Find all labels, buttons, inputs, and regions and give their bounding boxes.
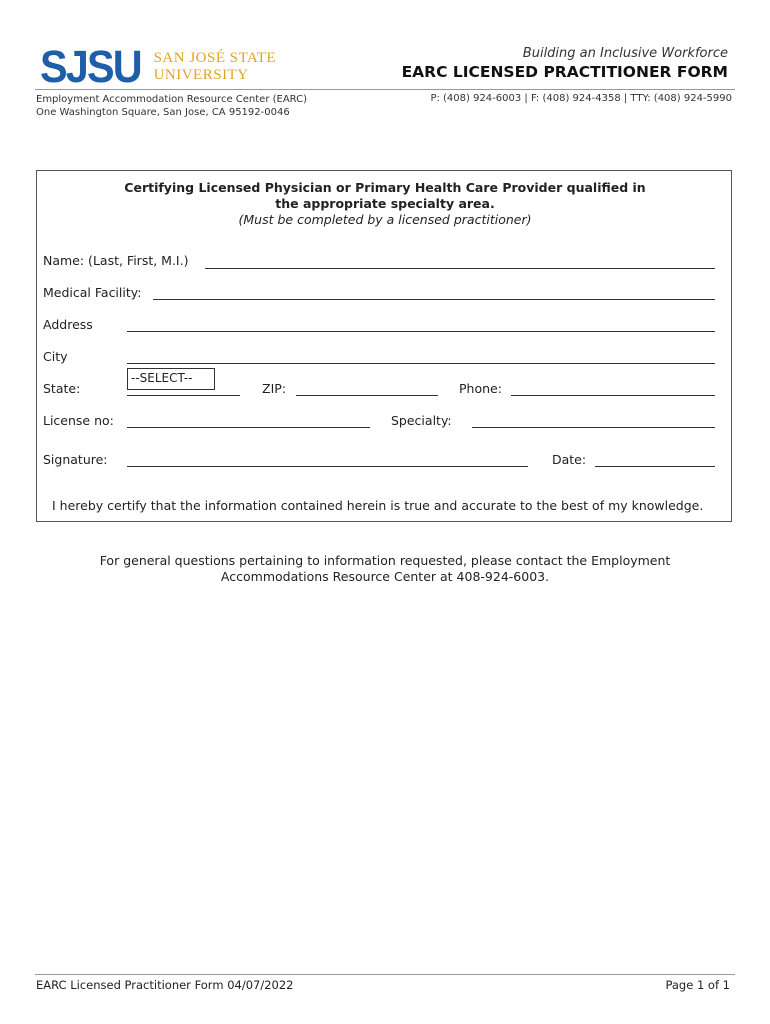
phone-field[interactable]: [511, 395, 715, 396]
general-note-line-1: For general questions pertaining to information requested, please contact the Employment: [99, 553, 671, 568]
form-heading-line-2: the appropriate specialty area.: [275, 196, 495, 211]
date-label: Date:: [552, 452, 587, 467]
general-note-line-2: Accommodations Resource Center at 408-924-6003.: [220, 569, 550, 584]
form-title: EARC LICENSED PRACTITIONER FORM: [401, 63, 728, 81]
logo-mark: SJSU: [40, 41, 141, 92]
footer-form-id: EARC Licensed Practitioner Form 04/07/2022: [36, 978, 294, 992]
signature-label: Signature:: [43, 452, 108, 467]
page-number: Page 1 of 1: [665, 978, 730, 992]
phone-label: Phone:: [459, 381, 502, 396]
state-label: State:: [43, 381, 81, 396]
header-divider: [35, 89, 735, 90]
address-label: Address: [43, 317, 93, 332]
address-line-1: Employment Accommodation Resource Center (EARC): [36, 94, 308, 105]
contact-numbers: P: (408) 924-6003 | F: (408) 924-4358 | TTY: (408) 924-5990: [430, 93, 732, 104]
city-label: City: [43, 349, 68, 364]
name-label: Name: (Last, First, M.I.): [43, 253, 189, 268]
zip-label: ZIP:: [262, 381, 286, 396]
tagline: Building an Inclusive Workforce: [522, 46, 728, 61]
name-field[interactable]: [205, 268, 715, 269]
logo-line-1: SAN JOSÉ STATE: [153, 49, 277, 66]
zip-field[interactable]: [296, 395, 438, 396]
medical-facility-field[interactable]: [153, 299, 715, 300]
city-field[interactable]: [127, 363, 715, 364]
state-select[interactable]: --SELECT--: [127, 368, 215, 390]
specialty-label: Specialty:: [391, 413, 452, 428]
general-questions-note: [0, 553, 770, 585]
office-address: [36, 93, 307, 119]
state-underline: [127, 395, 240, 396]
address-line-2: One Washington Square, San Jose, CA 95192-0046: [36, 107, 290, 118]
license-label: License no:: [43, 413, 114, 428]
footer-divider: [35, 974, 735, 975]
address-field[interactable]: [127, 331, 715, 332]
sjsu-logo: [40, 41, 277, 92]
date-field[interactable]: [595, 466, 715, 467]
form-heading-line-1: Certifying Licensed Physician or Primary Health Care Provider qualified in: [124, 180, 646, 195]
form-subheading: (Must be completed by a licensed practitioner): [238, 212, 532, 227]
logo-line-2: UNIVERSITY: [153, 66, 249, 83]
medical-facility-label: Medical Facility:: [43, 285, 142, 300]
logo-wordmark: [154, 50, 276, 84]
license-field[interactable]: [127, 427, 370, 428]
specialty-field[interactable]: [472, 427, 715, 428]
certification-statement: I hereby certify that the information contained herein is true and accurate to the best of my knowledge.: [52, 498, 704, 513]
signature-field[interactable]: [127, 466, 528, 467]
form-heading: [0, 180, 770, 212]
